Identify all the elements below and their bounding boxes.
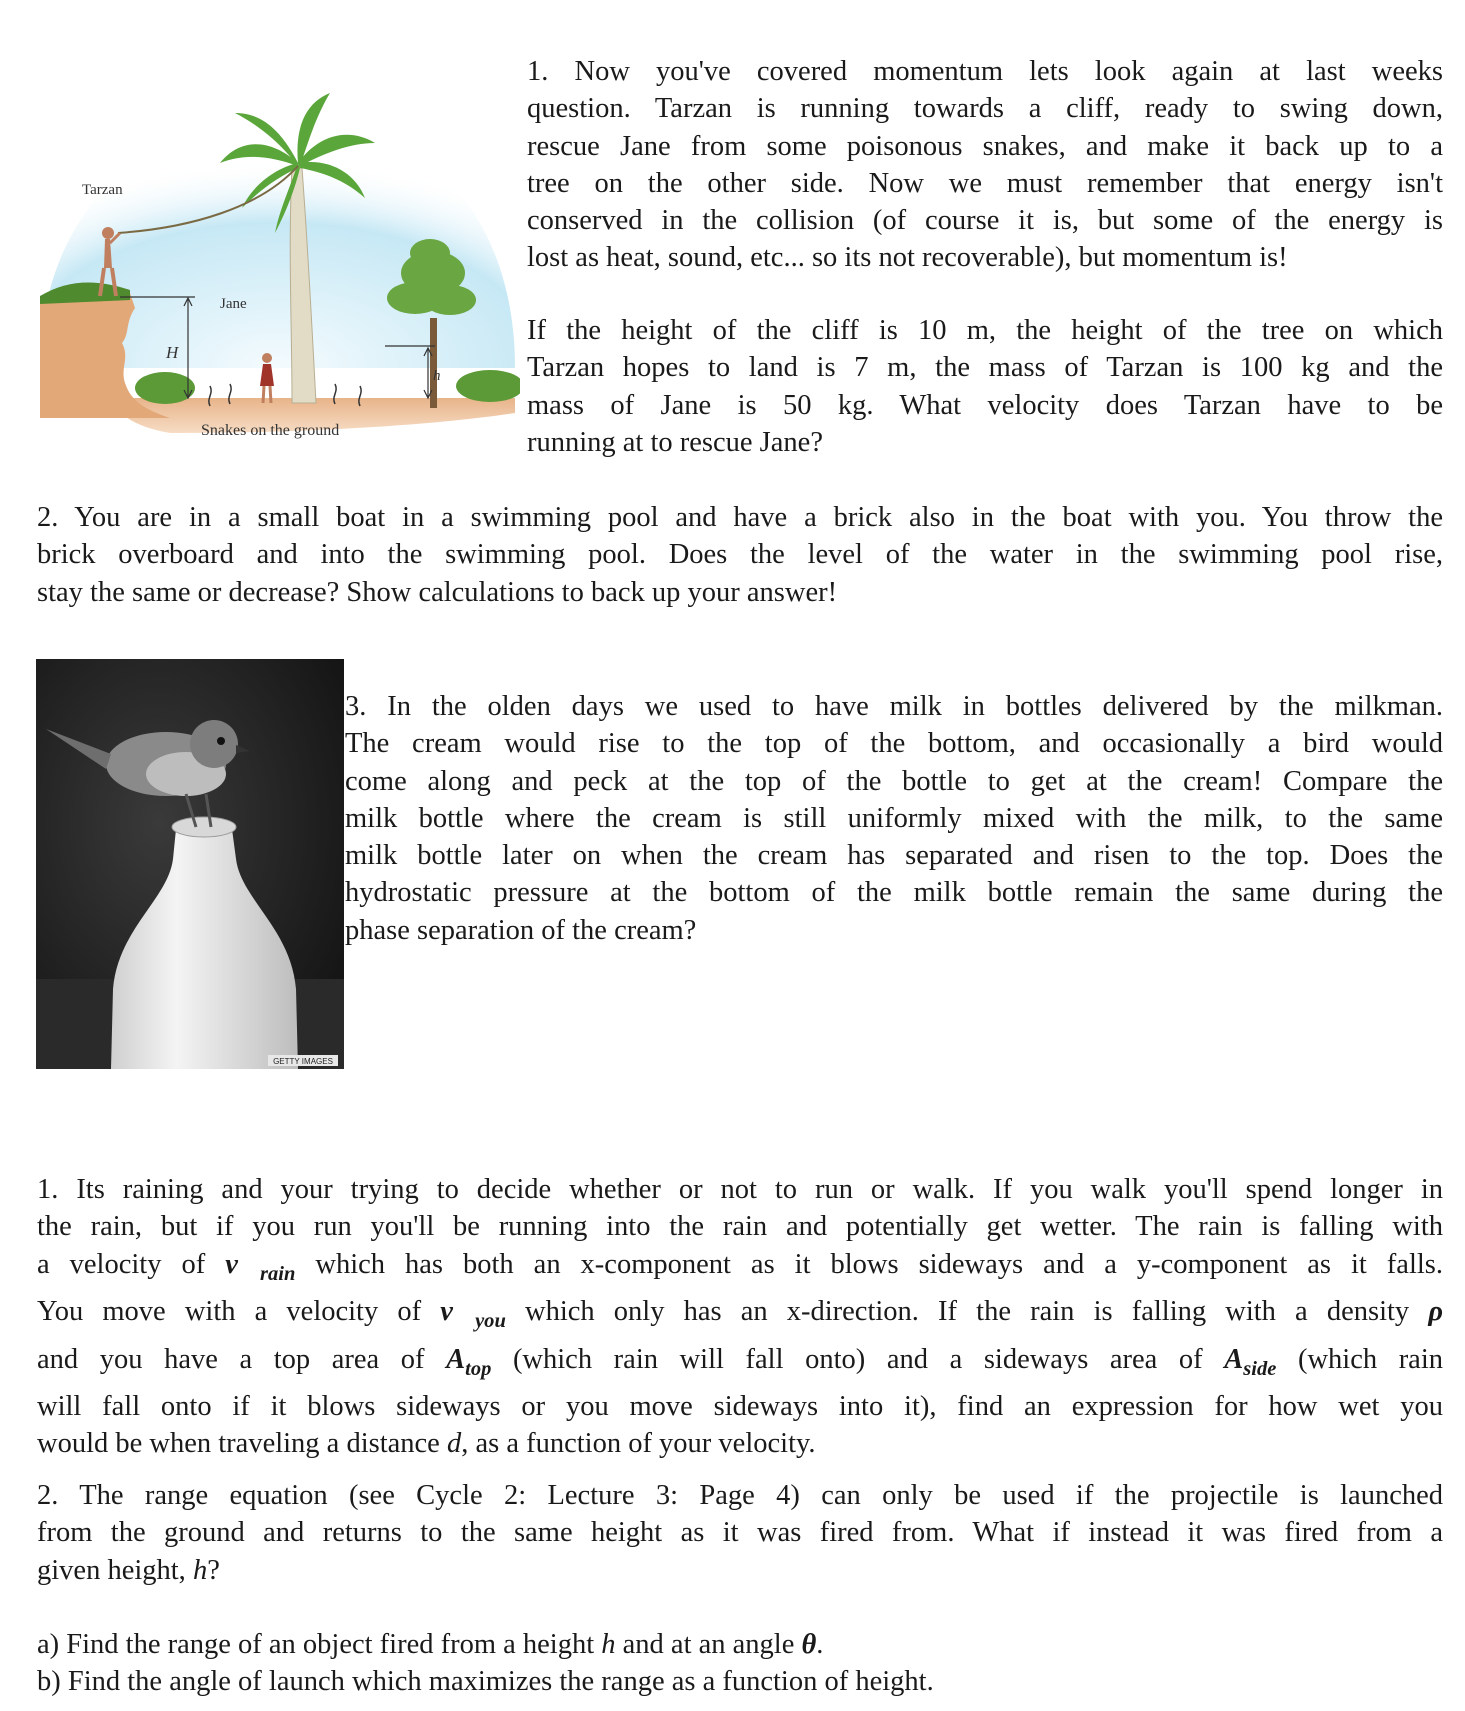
- subscript-rain: rain: [260, 1262, 296, 1285]
- text-line: stay the same or decrease? Show calculations to back up your answer!: [37, 576, 838, 608]
- subscript-top: top: [465, 1357, 492, 1380]
- text-line: [37, 1425, 1443, 1462]
- vector-v: v⃗: [440, 1296, 476, 1328]
- question-2-range: [37, 1477, 1443, 1589]
- subscript-you: you: [475, 1310, 506, 1333]
- bottle-cap: [172, 817, 236, 837]
- text-line: will fall onto if it blows sideways or you move sideways into it), find an expression for how wet you: [37, 1391, 1443, 1422]
- text-fragment: ?: [207, 1554, 220, 1586]
- text-line: The cream would rise to the top of the bottom, and occasionally a bird would: [345, 728, 1443, 760]
- photo-credit: GETTY IMAGES: [273, 1057, 333, 1066]
- text-fragment: .: [816, 1629, 824, 1660]
- text-line: tree on the other side. Now we must remember that energy isn't: [527, 167, 1443, 199]
- subscript-side: side: [1243, 1357, 1277, 1380]
- text-line: from the ground and returns to the same height as it was fired from. What if instead it was fired from a: [37, 1517, 1443, 1549]
- text-line: phase separation of the cream?: [345, 914, 697, 946]
- text-line: 2. The range equation (see Cycle 2: Lecture 3: Page 4) can only be used if the projectile is launched: [37, 1480, 1443, 1511]
- text-fragment: a) Find the range of an object fired from a height: [37, 1629, 602, 1660]
- tree-height-label: h: [433, 368, 441, 384]
- text-line: 2. You are in a small boat in a swimming pool and have a brick also in the boat with you. You throw the: [37, 502, 1443, 533]
- area-symbol: A: [1224, 1343, 1244, 1375]
- text-line: brick overboard and into the swimming pool. Does the level of the water in the swimming pool rise,: [37, 539, 1443, 571]
- text-line: rescue Jane from some poisonous snakes, and make it back up to a: [527, 130, 1443, 162]
- text-line: [37, 1293, 1443, 1340]
- text-fragment: given height,: [37, 1554, 193, 1586]
- theta-symbol: θ: [801, 1629, 817, 1660]
- jane-label: Jane: [220, 296, 247, 312]
- text-fragment: and you have a top area of: [37, 1343, 447, 1375]
- tarzan-label: Tarzan: [82, 182, 123, 198]
- tarzan-cliff-figure: [30, 68, 520, 450]
- text-line: 1. Now you've covered momentum lets look again at last weeks: [527, 56, 1443, 87]
- height-symbol: h: [601, 1629, 616, 1660]
- text-line: 3. In the olden days we used to have milk in bottles delivered by the milkman.: [345, 691, 1443, 722]
- text-line: milk bottle later on when the cream has separated and risen to the top. Does the: [345, 840, 1443, 872]
- cliff-height-label: H: [166, 343, 179, 362]
- text-line: conserved in the collision (of course it is, but some of the energy is: [527, 205, 1443, 237]
- text-line: [37, 1341, 1443, 1388]
- question-2-parts: [37, 1626, 1443, 1701]
- question-3-milk: [345, 688, 1443, 949]
- text-fragment: which has both an x-component as it blows sideways and a y-component as it falls.: [295, 1248, 1443, 1280]
- vector-v: v⃗: [225, 1248, 261, 1280]
- text-fragment: (which rain will fall onto) and a sideways area of: [491, 1343, 1225, 1375]
- question-1-tarzan-values: [527, 312, 1443, 461]
- bush: [135, 372, 195, 404]
- text-fragment: would be when traveling a distance: [37, 1428, 447, 1460]
- text-line: question. Tarzan is running towards a cliff, ready to swing down,: [527, 93, 1443, 125]
- bird-milk-bottle-photo: [36, 659, 344, 1069]
- part-a: [37, 1626, 1443, 1663]
- area-symbol: A: [446, 1343, 466, 1375]
- text-line: lost as heat, sound, etc... so its not recoverable), but momentum is!: [527, 242, 1288, 274]
- text-fragment: You move with a velocity of: [37, 1296, 441, 1328]
- text-fragment: and at an angle: [615, 1629, 802, 1660]
- text-line: 1. Its raining and your trying to decide whether or not to run or walk. If you walk you'll spend longer in: [37, 1174, 1443, 1205]
- question-2-boat: [37, 499, 1443, 611]
- question-1-tarzan: [527, 53, 1443, 277]
- text-line: Tarzan hopes to land is 7 m, the mass of Tarzan is 100 kg and the: [527, 352, 1443, 384]
- text-line: come along and peck at the top of the bottle to get at the cream! Compare the: [345, 765, 1443, 797]
- text-line: running at to rescue Jane?: [527, 426, 823, 458]
- part-b: b) Find the angle of launch which maximizes the range as a function of height.: [37, 1666, 934, 1698]
- text-line: the rain, but if you run you'll be running into the rain and potentially get wetter. The rain is falling with: [37, 1211, 1443, 1243]
- text-line: [37, 1552, 1443, 1589]
- text-fragment: , as a function of your velocity.: [461, 1428, 816, 1460]
- text-line: If the height of the cliff is 10 m, the height of the tree on which: [527, 315, 1443, 346]
- tree-trunk: [430, 318, 437, 408]
- height-symbol: h: [192, 1554, 208, 1586]
- rho-symbol: ρ: [1428, 1296, 1443, 1328]
- text-fragment: a velocity of: [37, 1248, 226, 1280]
- text-fragment: (which rain: [1276, 1343, 1443, 1375]
- snakes-label: Snakes on the ground: [201, 422, 340, 439]
- text-line: hydrostatic pressure at the bottom of the milk bottle remain the same during the: [345, 877, 1443, 909]
- text-line: milk bottle where the cream is still uniformly mixed with the milk, to the same: [345, 802, 1443, 834]
- distance-symbol: d: [446, 1428, 462, 1460]
- text-line: [37, 1246, 1443, 1293]
- question-1-rain: [37, 1171, 1443, 1463]
- bush: [456, 370, 520, 402]
- text-fragment: which only has an x-direction. If the rain is falling with a density: [505, 1296, 1429, 1328]
- text-line: mass of Jane is 50 kg. What velocity does Tarzan have to be: [527, 389, 1443, 421]
